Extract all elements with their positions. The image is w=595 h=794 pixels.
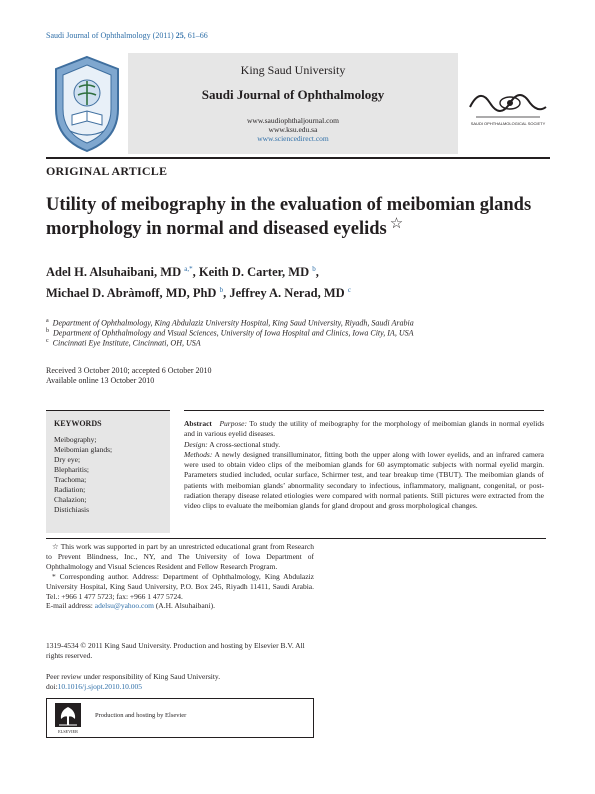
running-head-journal: Saudi Journal of Ophthalmology (2011)	[46, 31, 174, 40]
abstract-label: Abstract	[184, 419, 212, 428]
affiliation-text: Department of Ophthalmology, King Abdulaziz University Hospital, King Saud University, Riyadh, Saudi Arabia	[52, 318, 414, 328]
peer-review-notice	[46, 672, 314, 692]
footnote-star-icon: ☆	[52, 542, 59, 551]
header-divider	[46, 157, 550, 159]
author-line	[46, 281, 546, 302]
purpose-text: To study the utility of meibography for the morphology of meibomian glands in normal eyelids and in various eyelid diseases.	[184, 419, 544, 439]
abstract	[184, 419, 544, 512]
corresponding-footnote	[46, 572, 314, 602]
keyword: Trachoma;	[54, 475, 87, 484]
production-box	[46, 698, 314, 738]
affiliation	[46, 318, 546, 328]
author-list	[46, 260, 546, 302]
author-name: Michael D. Abràmoff, MD, PhD	[46, 286, 217, 301]
keyword: Meibomian glands;	[54, 445, 113, 454]
affiliation-mark: b	[46, 328, 49, 334]
author-name: Jeffrey A. Nerad, MD	[229, 286, 345, 301]
author-separator: ,	[315, 265, 319, 280]
design-label: Design:	[184, 439, 208, 449]
footnote-divider	[46, 538, 546, 539]
peer-review-text: Peer review under responsibility of King Saud University.	[46, 672, 221, 681]
affiliation	[46, 328, 546, 338]
production-text: Production and hosting by Elsevier	[95, 712, 187, 719]
author-affiliation-mark[interactable]: b	[312, 265, 316, 273]
doi-link[interactable]: 10.1016/j.sjopt.2010.10.005	[57, 681, 143, 691]
sciencedirect-url-link[interactable]: www.sciencedirect.com	[257, 134, 329, 143]
article-title	[46, 193, 546, 242]
keyword: Blepharitis;	[54, 465, 89, 474]
abstract-design	[184, 440, 544, 450]
journal-url-link[interactable]: www.saudiophthaljournal.com	[247, 116, 339, 125]
affiliation-text: Cincinnati Eye Institute, Cincinnati, OH, USA	[52, 338, 201, 348]
corresponding-mark: *	[52, 571, 56, 581]
running-head-volume: 25	[175, 31, 184, 40]
author-separator: ,	[223, 286, 230, 301]
king-saud-university-seal-icon	[46, 53, 128, 155]
university-name: King Saud University	[240, 63, 346, 77]
author-affiliation-mark[interactable]: b	[219, 286, 224, 295]
email-suffix: (A.H. Alsuhaibani).	[155, 601, 215, 611]
doi-line	[46, 682, 314, 692]
abstract-methods	[184, 450, 544, 512]
svg-text:ELSEVIER: ELSEVIER	[58, 729, 78, 734]
author-separator: ,	[192, 265, 199, 280]
journal-name: Saudi Journal of Ophthalmology	[201, 87, 385, 102]
copyright-notice: 1319-4534 © 2011 King Saud University. Production and hosting by Elsevier B.V. All rights reserved.	[46, 641, 305, 660]
abstract-purpose	[184, 419, 544, 440]
author-affiliation-mark[interactable]: a,*	[184, 265, 193, 273]
keyword: Dry eye;	[54, 455, 81, 464]
affiliation-mark: a	[46, 318, 49, 324]
methods-label: Methods:	[184, 449, 213, 459]
journal-header	[46, 53, 550, 163]
article-type: ORIGINAL ARTICLE	[46, 164, 168, 178]
affiliation	[46, 338, 546, 348]
online-date: Available online 13 October 2010	[46, 376, 155, 385]
corresponding-text: Corresponding author. Address: Department of Ophthalmology, King Abdulaziz University Hospital, King Saud University, P.O. Box 245, Riyadh 11411, Saudi Arabia. Tel.: +966 1 477 5723; fax: +966 1 477 5724.	[46, 571, 315, 601]
article-title-text: Utility of meibography in the evaluation of meibomian glands morphology in normal and diseased eyelids	[46, 195, 532, 239]
running-head	[46, 31, 208, 40]
university-url-link[interactable]: www.ksu.edu.sa	[268, 125, 318, 134]
svg-text:SAUDI OPHTHALMOLOGICAL SOCIETY: SAUDI OPHTHALMOLOGICAL SOCIETY	[470, 121, 546, 126]
elsevier-tree-logo-icon	[53, 701, 83, 735]
footnotes	[46, 542, 314, 611]
affiliation-text: Department of Ophthalmology and Visual Sciences, University of Iowa Hospital and Clinics, Iowa City, IA, USA	[53, 328, 414, 338]
email-label: E-mail address:	[46, 601, 93, 611]
title-footnote-star-icon[interactable]: ☆	[389, 216, 404, 232]
keyword: Meibography;	[54, 435, 97, 444]
purpose-label: Purpose:	[219, 419, 247, 428]
abstract-divider	[184, 410, 544, 411]
keyword: Distichiasis	[54, 505, 89, 514]
email-footnote	[46, 601, 314, 611]
email-link[interactable]: adelsu@yahoo.com	[94, 601, 154, 611]
affiliation-mark: c	[46, 338, 49, 344]
funding-footnote	[46, 542, 314, 572]
author-name: Keith D. Carter, MD	[198, 265, 310, 280]
keywords-heading: KEYWORDS	[54, 419, 102, 428]
keywords-box	[46, 410, 170, 533]
design-text: A cross-sectional study.	[209, 439, 281, 449]
journal-title-panel	[128, 53, 458, 154]
keyword: Chalazion;	[54, 495, 87, 504]
author-name: Adel H. Alsuhaibani, MD	[46, 265, 182, 280]
keyword: Radiation;	[54, 485, 86, 494]
funding-text: This work was supported in part by an unrestricted educational grant from Research to Prevent Blindness, Inc., NY, and The University of Iowa Department of Ophthalmology and Visual Sciences Resident and Fellow Research Program.	[46, 542, 314, 571]
running-head-pages: , 61–66	[183, 31, 208, 40]
author-line	[46, 260, 546, 281]
author-affiliation-mark[interactable]: c	[347, 286, 351, 295]
received-date: Received 3 October 2010; accepted 6 October 2010	[46, 366, 212, 375]
methods-text: A newly designed transilluminator, fitting both the upper along with lower eyelids, and an infrared camera were used to obtain video clips of the meibomian glands for 60 asymptomatic subjects with normal eyelid margin. Parameters studied included, ocular surface, Schirmer test, and tear breakup time (TBUT). The meibomian glands of patients with meibomian glands’ abnormality secondary to infectious, inflammatory, malignant, congenital, or post-radiation therapy disease related etiologies were compared with normal patients. Still pictures were extracted from the video clips to evaluate the meibomian glands for gland dropout and gross morphological changes.	[184, 449, 545, 511]
doi-prefix: doi:	[46, 681, 58, 691]
saudi-ophthalmological-society-logo-icon	[466, 73, 550, 135]
